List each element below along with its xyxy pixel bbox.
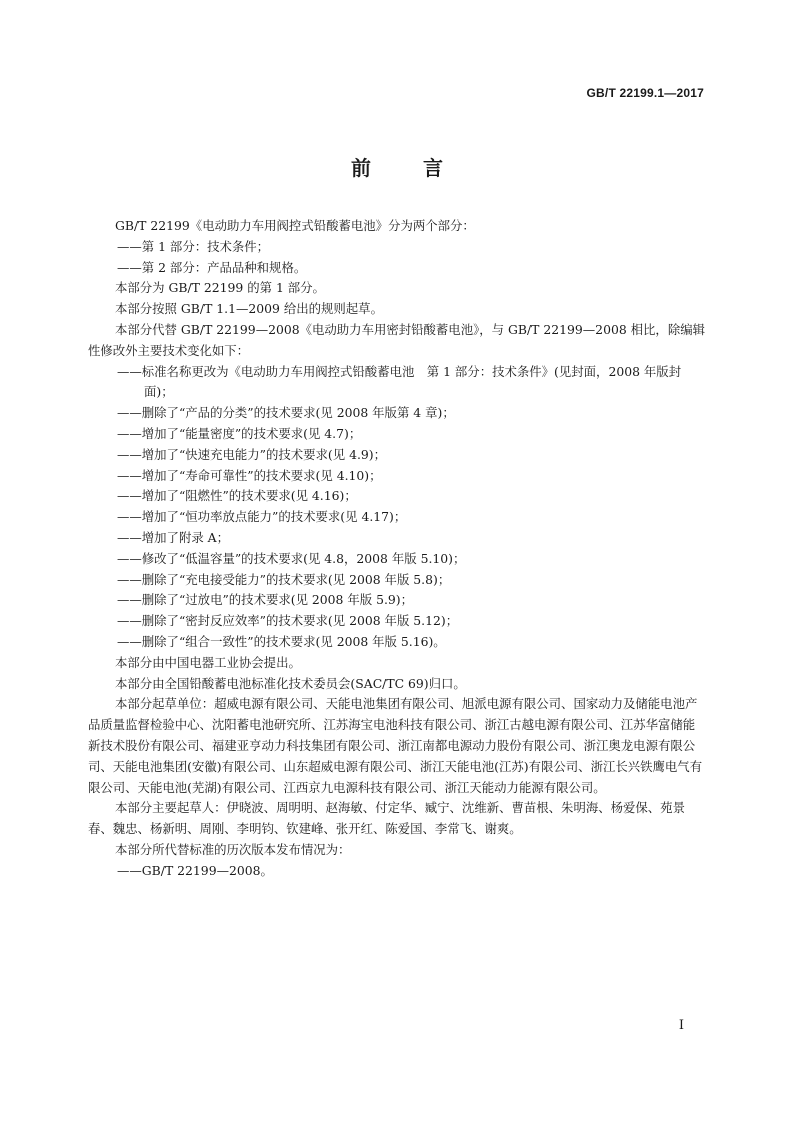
list-item: ——第 1 部分：技术条件； — [117, 238, 270, 254]
paragraph: 本部分由中国电器工业协会提出。 — [115, 654, 301, 670]
paragraph-drafters: 本部分主要起草人：伊晓波、周明明、赵海敏、付定华、臧宁、沈维新、曹苗根、朱明海、杨爱保、苑景春、魏忠、杨新明、周刚、李明钧、钦建峰、张开红、陈爱国、李常飞、谢爽。 — [88, 800, 685, 837]
standard-code: GB/T 22199.1—2017 — [586, 86, 704, 100]
page-number: I — [678, 1018, 684, 1033]
page-title: 前言 — [351, 156, 495, 180]
list-item: ——增加了“能量密度”的技术要求(见 4.7)； — [117, 425, 362, 441]
list-item: ——第 2 部分：产品品种和规格。 — [117, 259, 307, 275]
list-item: ——删除了“组合一致性”的技术要求(见 2008 年版 5.16)。 — [117, 633, 446, 649]
list-item: ——删除了“密封反应效率”的技术要求(见 2008 年版 5.12)； — [117, 613, 459, 629]
paragraph: 本部分按照 GB/T 1.1—2009 给出的规则起草。 — [115, 301, 383, 317]
list-item: ——修改了“低温容量”的技术要求(见 4.8，2008 年版 5.10)； — [117, 550, 466, 566]
list-item: ——增加了“寿命可靠性”的技术要求(见 4.10)； — [117, 467, 382, 483]
paragraph: 本部分为 GB/T 22199 的第 1 部分。 — [115, 280, 325, 296]
list-item: ——标准名称更改为《电动助力车用阀控式铅酸蓄电池 第 1 部分：技术条件》(见封面，2008 年版封面)； — [117, 363, 682, 400]
list-item: ——删除了“产品的分类”的技术要求(见 2008 年版第 4 章)； — [117, 405, 455, 421]
list-item: ——增加了附录 A； — [117, 529, 230, 545]
list-item: ——增加了“阻燃性”的技术要求(见 4.16)； — [117, 488, 357, 504]
list-item: ——GB/T 22199—2008。 — [117, 862, 273, 878]
paragraph-intro: GB/T 22199《电动助力车用阀控式铅酸蓄电池》分为两个部分： — [115, 218, 475, 233]
list-item: ——增加了“恒功率放点能力”的技术要求(见 4.17)； — [117, 509, 407, 525]
paragraph: 本部分所代替标准的历次版本发布情况为： — [115, 841, 351, 857]
list-item: ——删除了“充电接受能力”的技术要求(见 2008 年版 5.8)； — [117, 571, 451, 587]
foreword-body — [88, 216, 706, 882]
paragraph: 本部分由全国铅酸蓄电池标准化技术委员会(SAC/TC 69)归口。 — [115, 675, 466, 691]
paragraph-changes-intro: 本部分代替 GB/T 22199—2008《电动助力车用密封铅酸蓄电池》，与 GB/T 22199—2008 相比，除编辑性修改外主要技术变化如下： — [88, 321, 705, 358]
paragraph-drafting-units: 本部分起草单位：超威电源有限公司、天能电池集团有限公司、旭派电源有限公司、国家动力及储能电池产品质量监督检验中心、沈阳蓄电池研究所、江苏海宝电池科技有限公司、浙江古越电源有限公司、江苏华富储能新技术股份有限公司、福建亚亨动力科技集团有限公司、浙江南都电源动力股份有限公司、浙江奥龙电源有限公司、天能电池集团(安徽)有限公司、山东超威电源有限公司、浙江天能电池(江苏)有限公司、浙江长兴铁鹰电气有限公司、天能电池(芜湖)有限公司、江西京九电源科技有限公司、浙江天能动力能源有限公司。 — [88, 696, 703, 795]
list-item: ——删除了“过放电”的技术要求(见 2008 年版 5.9)； — [117, 592, 414, 608]
list-item: ——增加了“快速充电能力”的技术要求(见 4.9)； — [117, 446, 387, 462]
